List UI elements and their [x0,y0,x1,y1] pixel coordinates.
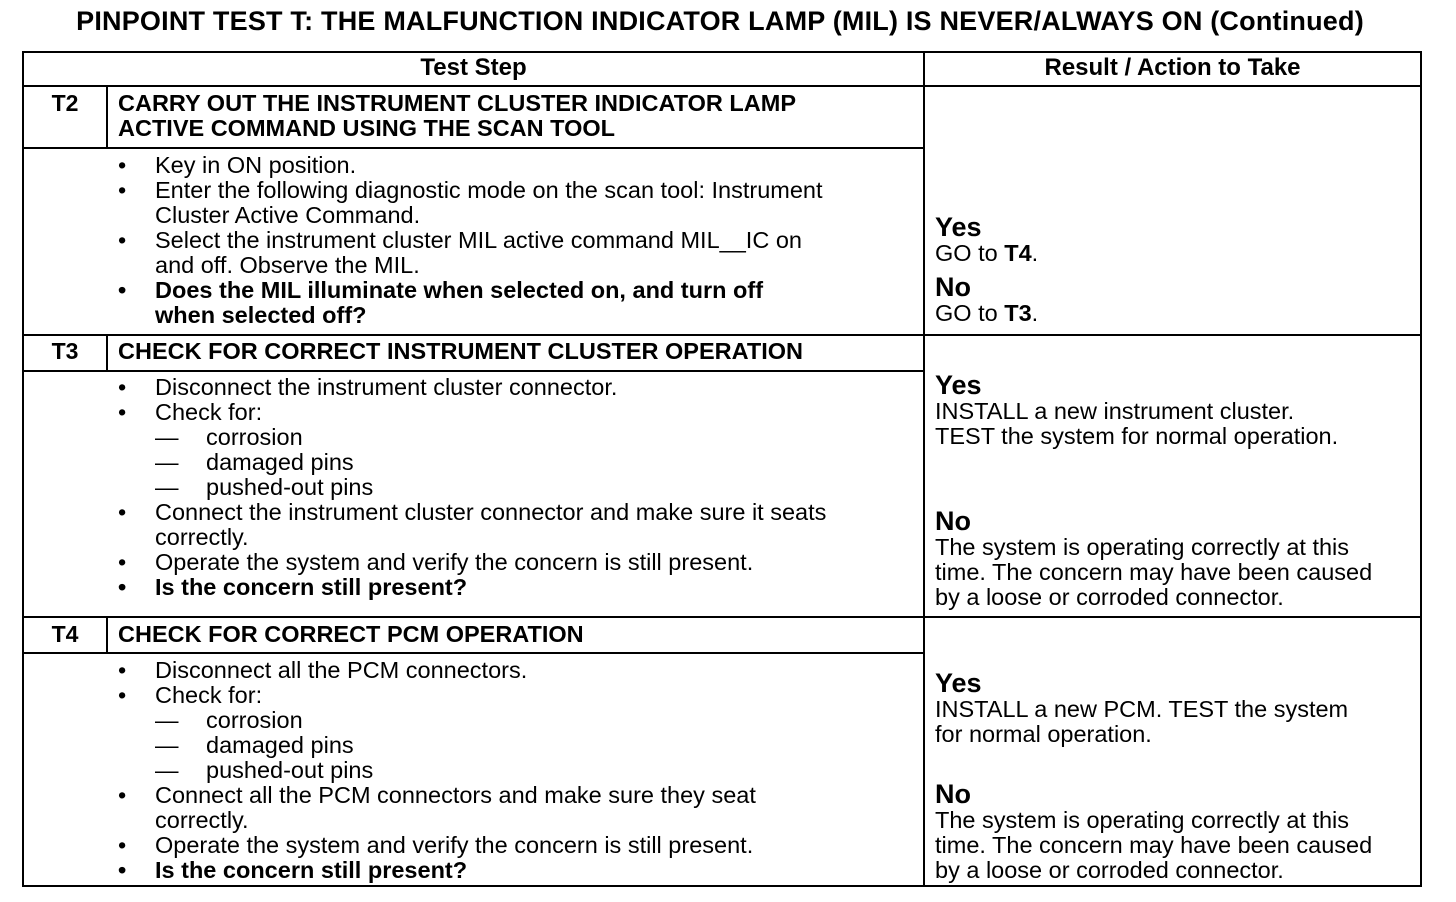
check-item: corrosion [206,707,303,733]
column-divider [923,53,925,885]
check-item: damaged pins [206,732,354,758]
result-no-label: No [935,272,971,302]
bullet: • [118,499,127,525]
bullet: • [118,682,127,708]
result-no-label: No [935,779,971,809]
step-title-t4 [118,622,908,647]
bullet: • [118,399,127,425]
result-yes-action: INSTALL a new PCM. TEST the system for normal operation. [935,696,1349,747]
step-id-divider [106,87,108,147]
step-instruction: Connect all the PCM connectors and make sure they seat [155,782,756,808]
dash: — [155,424,179,450]
dash: — [155,757,179,783]
step-id-t3: T3 [51,338,79,364]
step-question: Is the concern still present? [155,574,468,600]
step-instruction: Cluster Active Command. [155,202,421,228]
header-divider [24,85,1420,87]
step-id-divider [106,618,108,652]
step-instruction: correctly. [155,524,249,550]
bullet: • [118,374,127,400]
step-question: Is the concern still present? [155,857,468,883]
row-divider [24,616,1420,618]
header-test-step: Test Step [420,54,527,81]
step-ref-t3: T3 [1004,300,1032,326]
check-item: corrosion [206,424,303,450]
step-ref-t4: T4 [1004,240,1032,266]
step-instruction: Operate the system and verify the concern is still present. [155,549,754,575]
step-title-line: CARRY OUT THE INSTRUMENT CLUSTER INDICATOR LAMP [118,90,797,116]
step-title-t3 [118,339,908,364]
step-title-line: CHECK FOR CORRECT PCM OPERATION [118,621,584,647]
step-question: Does the MIL illuminate when selected on, and turn off [155,277,764,303]
bullet: • [118,549,127,575]
bullet: • [118,657,127,683]
header-result-action: Result / Action to Take [1044,54,1301,81]
result-yes-label: Yes [935,668,982,698]
step-instruction: Check for: [155,399,263,425]
step-title-divider [24,370,923,372]
bullet: • [118,574,127,600]
bullet: • [118,152,127,178]
step-title-t2 [118,91,908,141]
result-yes-label: Yes [935,212,982,242]
step-title-line: CHECK FOR CORRECT INSTRUMENT CLUSTER OPERATION [118,338,803,364]
step-instruction: Select the instrument cluster MIL active command MIL__IC on [155,227,802,253]
result-yes-label: Yes [935,370,982,400]
step-question: when selected off? [155,302,367,328]
result-yes-action: GO to T4. [935,240,1039,266]
step-instruction: and off. Observe the MIL. [155,252,420,278]
step-instruction: Disconnect all the PCM connectors. [155,657,528,683]
check-item: pushed-out pins [206,757,374,783]
step-instruction: correctly. [155,807,249,833]
dash: — [155,707,179,733]
step-instruction: Key in ON position. [155,152,357,178]
bullet: • [118,782,127,808]
pinpoint-test-table [22,51,1422,887]
step-title-line: ACTIVE COMMAND USING THE SCAN TOOL [118,115,615,141]
page-title: PINPOINT TEST T: THE MALFUNCTION INDICATOR LAMP (MIL) IS NEVER/ALWAYS ON (Continued) [76,6,1364,36]
dash: — [155,732,179,758]
result-no-label: No [935,506,971,536]
step-instruction: Connect the instrument cluster connector and make sure it seats [155,499,827,525]
result-no-action: The system is operating correctly at this time. The concern may have been caused by a loose or corroded connector. [935,807,1373,883]
row-divider [24,334,1420,336]
dash: — [155,449,179,475]
check-item: pushed-out pins [206,474,374,500]
result-no-action: GO to T3. [935,300,1039,326]
check-item: damaged pins [206,449,354,475]
result-t3 [935,371,1415,610]
step-title-divider [24,652,923,654]
step-title-divider [24,147,923,149]
step-instruction: Disconnect the instrument cluster connector. [155,374,618,400]
step-id-t4: T4 [51,621,79,647]
result-t2 [935,213,1415,326]
result-t4 [935,669,1415,883]
bullet: • [118,857,127,883]
step-instruction: Check for: [155,682,263,708]
step-id-t2: T2 [51,90,79,116]
step-id-divider [106,336,108,370]
result-no-action: The system is operating correctly at this time. The concern may have been caused by a loose or corroded connector. [935,534,1373,610]
bullet: • [118,227,127,253]
dash: — [155,474,179,500]
step-instruction: Operate the system and verify the concern is still present. [155,832,754,858]
bullet: • [118,277,127,303]
result-yes-action: INSTALL a new instrument cluster. TEST the system for normal operation. [935,398,1339,449]
step-instruction: Enter the following diagnostic mode on the scan tool: Instrument [155,177,823,203]
bullet: • [118,832,127,858]
bullet: • [118,177,127,203]
